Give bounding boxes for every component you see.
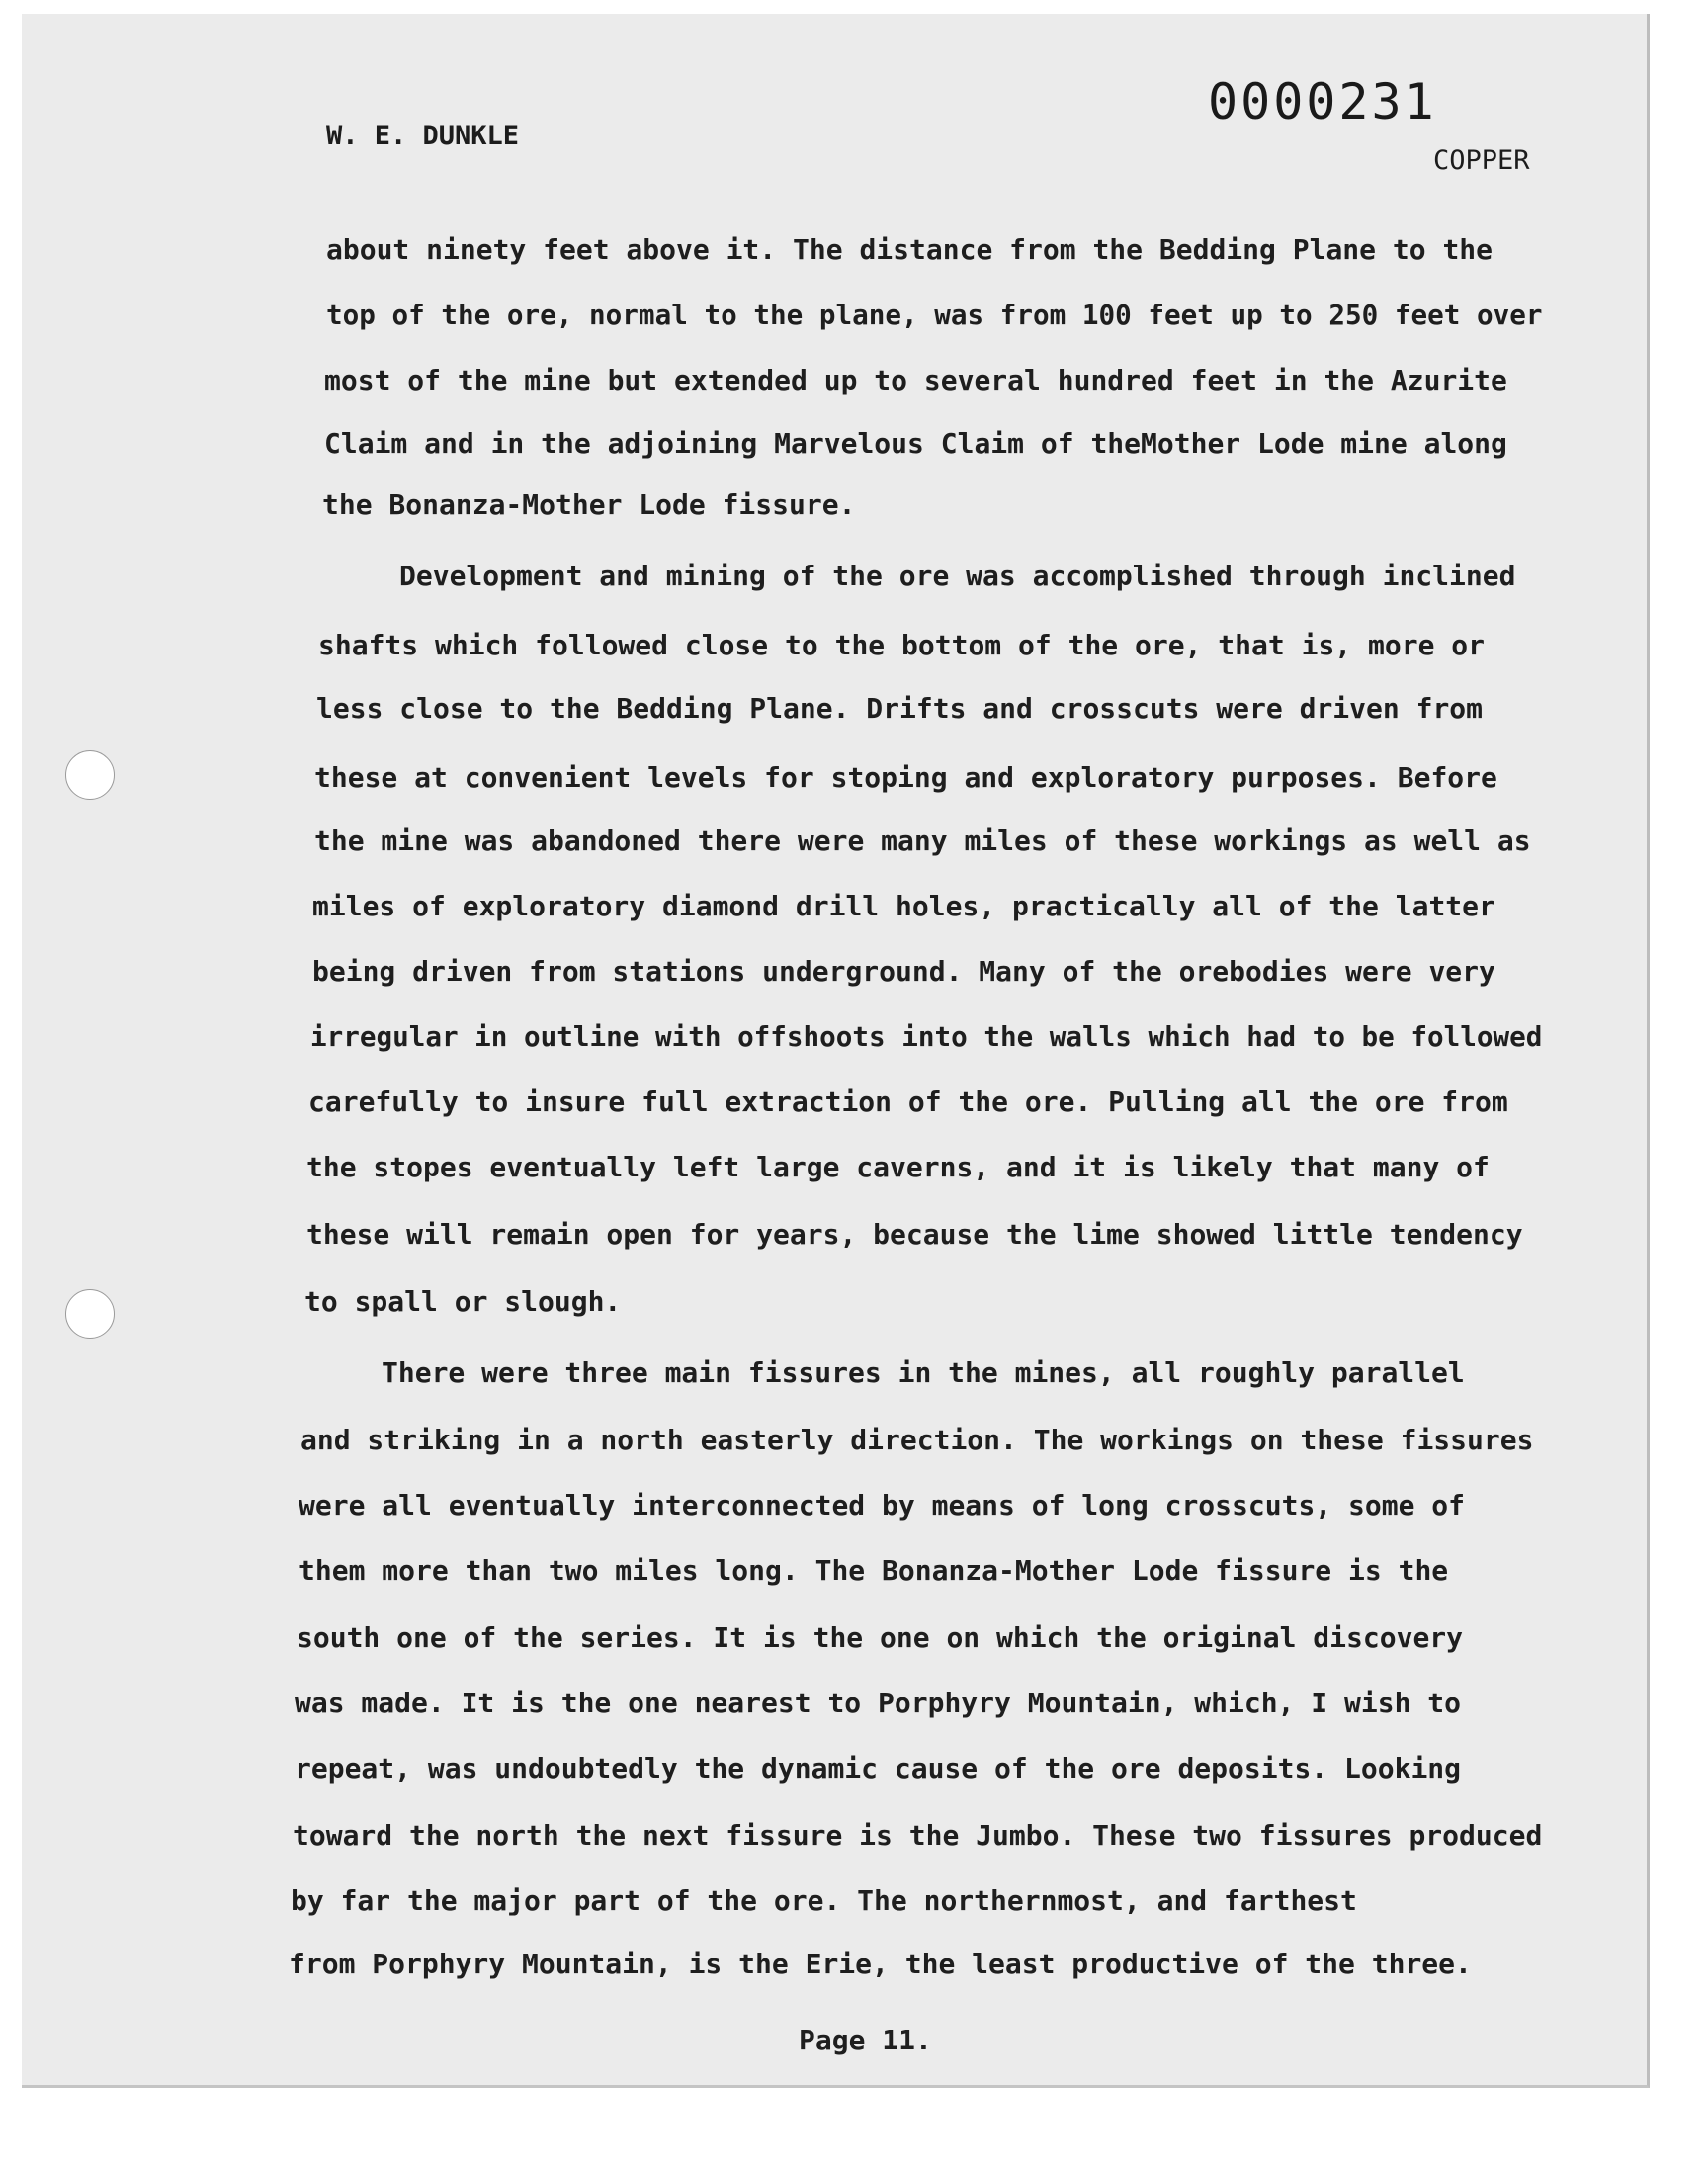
text-line: Claim and in the adjoining Marvelous Claim of theMother Lode mine along (324, 427, 1507, 460)
text-line: most of the mine but extended up to several hundred feet in the Azurite (324, 364, 1507, 396)
text-line: top of the ore, normal to the plane, was from 100 feet up to 250 feet over (326, 299, 1543, 331)
binder-hole (65, 1289, 115, 1339)
text-line: and striking in a north easterly direction. The workings on these fissures (300, 1424, 1534, 1456)
text-line: being driven from stations underground. Many of the orebodies were very (312, 955, 1495, 988)
text-line: to spall or slough. (304, 1285, 622, 1318)
text-line: the stopes eventually left large caverns, and it is likely that many of (306, 1151, 1490, 1183)
text-line: were all eventually interconnected by means of long crosscuts, some of (299, 1489, 1466, 1522)
text-line: miles of exploratory diamond drill holes, practically all of the latter (312, 890, 1495, 922)
document-id-stamp: 0000231 (1208, 73, 1437, 130)
text-line: irregular in outline with offshoots into the walls which had to be followed (310, 1020, 1543, 1053)
binder-hole (65, 750, 115, 800)
text-line: them more than two miles long. The Bonanza-Mother Lode fissure is the (299, 1554, 1449, 1587)
text-line: repeat, was undoubtedly the dynamic cause of the ore deposits. Looking (295, 1752, 1462, 1784)
section-header: COPPER (1433, 145, 1530, 176)
text-line: carefully to insure full extraction of the ore. Pulling all the ore from (308, 1086, 1508, 1118)
text-line: shafts which followed close to the bottom of the ore, that is, more or (318, 629, 1486, 661)
text-line: these at convenient levels for stoping and exploratory purposes. Before (314, 761, 1497, 794)
text-line: toward the north the next fissure is the Jumbo. These two fissures produced (293, 1819, 1543, 1852)
text-line: by far the major part of the ore. The northernmost, and farthest (291, 1884, 1357, 1917)
text-line: There were three main fissures in the mines, all roughly parallel (382, 1356, 1465, 1389)
text-line: about ninety feet above it. The distance from the Bedding Plane to the (326, 233, 1494, 266)
text-line: the mine was abandoned there were many miles of these workings as well as (314, 825, 1531, 857)
text-line: south one of the series. It is the one on which the original discovery (297, 1621, 1464, 1654)
author-header: W. E. DUNKLE (326, 121, 520, 151)
page-number: Page 11. (799, 2024, 932, 2056)
text-line: was made. It is the one nearest to Porphyry Mountain, which, I wish to (295, 1687, 1462, 1719)
text-line: less close to the Bedding Plane. Drifts and crosscuts were driven from (316, 692, 1484, 725)
text-line: these will remain open for years, because the lime showed little tendency (306, 1218, 1523, 1251)
text-line: Development and mining of the ore was accomplished through inclined (399, 560, 1516, 592)
text-line: the Bonanza-Mother Lode fissure. (322, 488, 856, 521)
text-line: from Porphyry Mountain, is the Erie, the least productive of the three. (289, 1948, 1472, 1980)
